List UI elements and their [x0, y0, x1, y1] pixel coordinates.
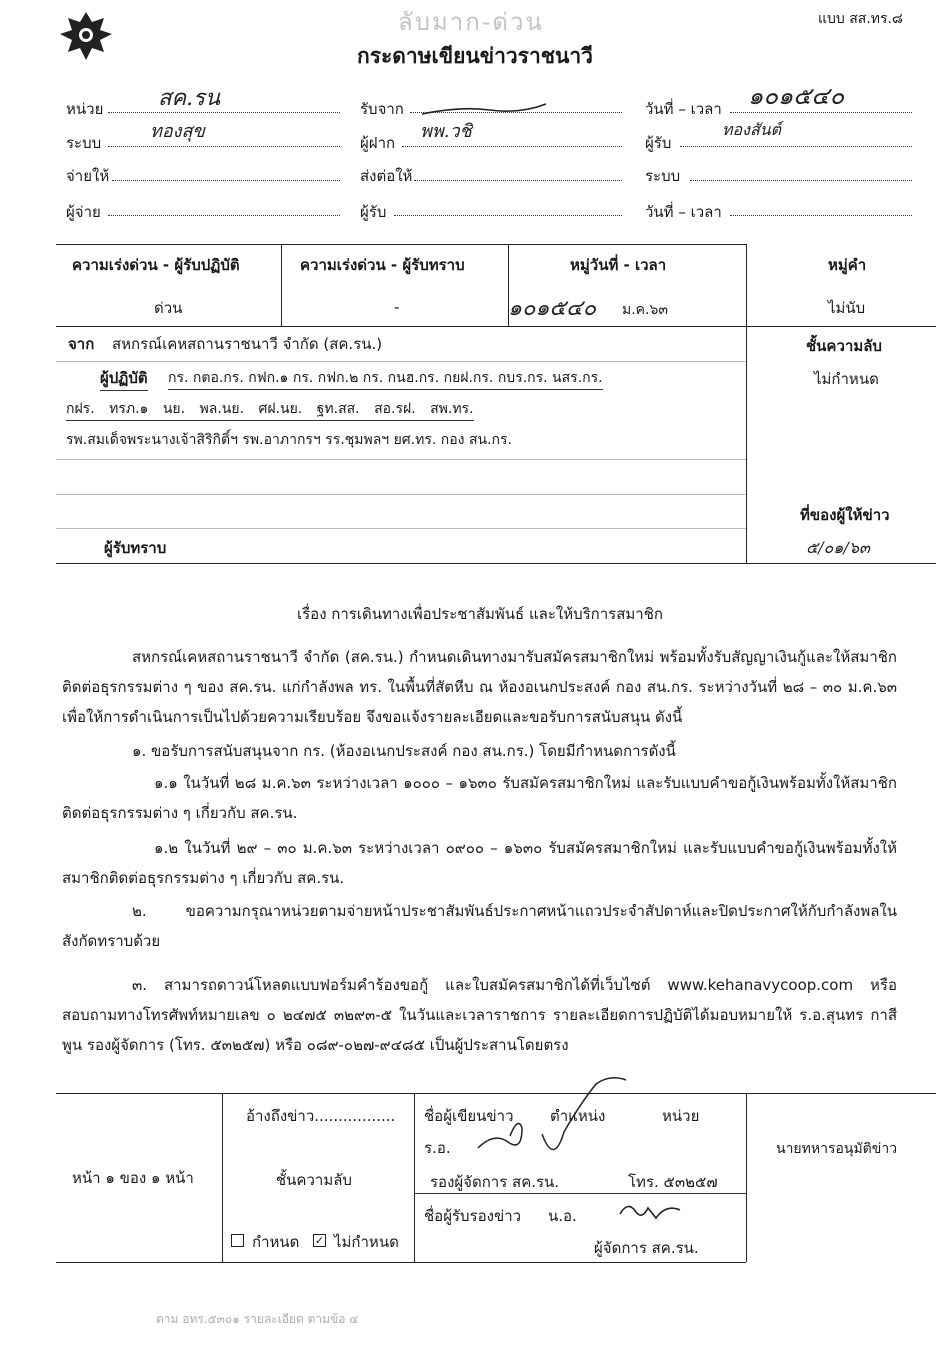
writer-label: ชื่อผู้เขียนข่าว	[424, 1107, 514, 1125]
writer-phone: โทร. ๕๓๒๕๗	[628, 1173, 718, 1191]
action-line1: กร. กตอ.กร. กฟก.๑ กร. กฟก.๒ กร. กนฮ.กร. กยฝ.กร. กบร.กร. นสร.กร.	[168, 367, 603, 390]
ref-label: ที่ของผู้ให้ข่าว	[800, 506, 890, 524]
endorser-position: ผู้จัดการ สค.รน.	[594, 1239, 699, 1257]
classification-value: ไม่กำหนด	[814, 370, 879, 388]
unset-checkbox[interactable]: ✓	[314, 1234, 325, 1247]
garuda-emblem-icon	[56, 8, 116, 66]
endorser-label: ชื่อผู้รับรองข่าว	[424, 1207, 522, 1225]
col1-value: ด่วน	[154, 299, 183, 317]
unit-line	[108, 112, 340, 113]
system2-line	[690, 180, 912, 181]
unit-value: สค.รน	[158, 86, 220, 111]
footer-div2	[414, 1093, 415, 1262]
item-3: ๓. สามารถดาวน์โหลดแบบฟอร์มคำร้องขอกู้ และใบสมัครสมาชิกได้ที่เว็บไซต์ www.kehanavycoop.com หรือสอบถามทางโทรศัพท์หมายเลข ๐ ๒๔๗๕ ๓๒๙๓-๕ ในวันและเวลาราชการ รายละเอียดการปฏิบัติได้มอบหมายให้ ร.อ.สุนทร กาสีพูน รองผู้จัดการ (โทร. ๕๓๒๕๗) หรือ ๐๘๙-๐๒๗-๙๔๘๕ เป็นผู้ประสานโดยตรง	[62, 976, 897, 1054]
table-row1-border	[56, 326, 936, 327]
endorser-signature	[616, 1196, 686, 1226]
forward-to-line	[414, 180, 622, 181]
item-1-2: ๑.๒ ในวันที่ ๒๙ – ๓๐ ม.ค.๖๓ ระหว่างเวลา ๐๙๐๐ – ๑๖๓๐ รับสมัครสมาชิกใหม่ และรับแบบคำขอกู้เงินพร้อมทั้งให้สมาชิกติดต่อธุรกรรมต่าง ๆ เกี่ยวกับ สค.รน.	[62, 839, 897, 887]
datetime-label: วันที่ – เวลา	[645, 100, 722, 118]
action-line2: กฝร. ทรภ.๑ นย. พล.นย. ศฝ.นย. ฐท.สส. สอ.รฝ. สพ.ทร.	[66, 398, 474, 421]
table-line-a	[56, 361, 746, 362]
receiver-label: ผู้รับ	[360, 203, 387, 221]
receiver-line	[394, 215, 622, 216]
receiver2-label: ผู้รับ	[645, 134, 672, 152]
col2-header: ความเร่งด่วน - ผู้รับทราบ	[300, 256, 465, 274]
depositor-line	[402, 146, 622, 147]
received-from-label: รับจาก	[360, 100, 404, 118]
col3-header: หมู่วันที่ - เวลา	[570, 256, 667, 274]
footer-div3	[746, 1093, 747, 1262]
action-label: ผู้ปฏิบัติ	[100, 366, 148, 391]
page-number: หน้า ๑ ของ ๑ หน้า	[72, 1169, 194, 1187]
position-label: ตำแหน่ง	[550, 1107, 606, 1125]
table-col3-divider	[746, 244, 747, 563]
depositor-label: ผู้ฝาก	[360, 134, 396, 152]
item-2: ๒. ขอความกรุณาหน่วยตามจ่ายหน้าประชาสัมพันธ์ประกาศหน้าแถวประจำสัปดาห์และปิดประกาศให้กับกำลังพลในสังกัดทราบด้วย	[62, 902, 897, 950]
table-line-b	[56, 459, 746, 460]
col4-value: ไม่นับ	[828, 299, 866, 317]
endorser-rank: น.อ.	[548, 1207, 577, 1225]
datetime-value: ๑๐๑๕๔๐	[748, 82, 845, 110]
writer-signature	[470, 1076, 630, 1166]
set-checkbox[interactable]	[231, 1234, 244, 1247]
table-line-d	[56, 528, 746, 529]
info-label: ผู้รับทราบ	[104, 539, 167, 557]
footer-classification-label: ชั้นความลับ	[276, 1171, 352, 1189]
datetime2-label: วันที่ – เวลา	[645, 203, 722, 221]
col4-header: หมู่คำ	[828, 256, 867, 274]
payer-label: ผู้จ่าย	[66, 203, 101, 221]
system2-label: ระบบ	[645, 167, 681, 185]
depositor-value: พพ.วชิ	[420, 121, 472, 142]
from-value: สหกรณ์เคหสถานราชนาวี จำกัด (สค.รน.)	[112, 335, 383, 353]
approver-label: นายทหารอนุมัติข่าว	[776, 1141, 898, 1157]
col1-header: ความเร่งด่วน - ผู้รับปฏิบัติ	[72, 256, 240, 274]
writer-position: รองผู้จัดการ สค.รน.	[430, 1173, 560, 1191]
from-label: จาก	[68, 335, 95, 353]
table-col1-divider	[281, 244, 282, 326]
item-1: ๑. ขอรับการสนับสนุนจาก กร. (ห้องอเนกประสงค์ กอง สน.กร.) โดยมีกำหนดการดังนี้	[132, 742, 676, 760]
footer-bottom-border	[56, 1262, 746, 1263]
pay-to-line	[112, 180, 340, 181]
pay-to-label: จ่ายให้	[66, 167, 110, 185]
classification-label: ชั้นความลับ	[806, 337, 882, 355]
col3-month: ม.ค.๖๓	[622, 302, 668, 318]
system-label: ระบบ	[66, 134, 102, 152]
subject: เรื่อง การเดินทางเพื่อประชาสัมพันธ์ และให้บริการสมาชิก	[297, 605, 663, 623]
datetime2-line	[730, 215, 912, 216]
system-value: ทองสุข	[150, 121, 205, 142]
footer-unit-label: หน่วย	[662, 1107, 700, 1125]
bottom-note: ตาม อทร.๕๓๐๑ รายละเอียด ตามข้อ ๔	[156, 1312, 359, 1326]
ref-value: ๕/๐๑/๖๓	[806, 538, 870, 557]
page-title: กระดาษเขียนข่าวราชนาวี	[357, 44, 593, 68]
ref-msg-label: อ้างถึงข่าว.................	[246, 1107, 396, 1125]
col2-value: -	[394, 298, 400, 316]
stamp-text: ลับมาก-ด่วน	[398, 8, 544, 36]
table-top-border	[56, 244, 746, 245]
col3-value: ๑๐๑๕๔๐	[508, 296, 597, 321]
receiver2-value: ทองสันต์	[722, 120, 782, 139]
unset-option-label: ไม่กำหนด	[334, 1233, 399, 1251]
form-code: แบบ สส.ทร.๘	[818, 11, 903, 27]
system-line	[108, 146, 340, 147]
table-bottom-border	[56, 563, 936, 564]
intro-paragraph: สหกรณ์เคหสถานราชนาวี จำกัด (สค.รน.) กำหนดเดินทางมารับสมัครสมาชิกใหม่ พร้อมทั้งรับสัญญาเงินกู้และให้สมาชิกติดต่อธุรกรรมต่าง ๆ ของ สค.รน. แก่กำลังพล ทร. ในพื้นที่สัตหีบ ณ ห้องอเนกประสงค์ กอง สน.กร. ระหว่างวันที่ ๒๘ – ๓๐ ม.ค.๖๓ เพื่อให้การดำเนินการเป็นไปด้วยความเรียบร้อย จึงขอแจ้งรายละเอียดและขอรับการสนับสนุน ดังนี้	[62, 648, 897, 726]
action-line3: รพ.สมเด็จพระนางเจ้าสิริกิติ์ฯ รพ.อาภากรฯ รร.ชุมพลฯ ยศ.ทร. กอง สน.กร.	[66, 432, 512, 448]
set-option-label: กำหนด	[252, 1233, 300, 1251]
receiver2-line	[680, 146, 912, 147]
payer-line	[108, 215, 340, 216]
table-line-c	[56, 494, 746, 495]
unit-label: หน่วย	[66, 100, 104, 118]
footer-div1	[222, 1093, 223, 1262]
forward-to-label: ส่งต่อให้	[360, 167, 413, 185]
item-1-1: ๑.๑ ในวันที่ ๒๘ ม.ค.๖๓ ระหว่างเวลา ๑๐๐๐ – ๑๖๓๐ รับสมัครสมาชิกใหม่ และรับแบบคำขอกู้เงินพร้อมทั้งให้สมาชิกติดต่อธุรกรรมต่าง ๆ เกี่ยวกับ สค.รน.	[62, 774, 897, 822]
writer-rank: ร.อ.	[424, 1139, 451, 1157]
